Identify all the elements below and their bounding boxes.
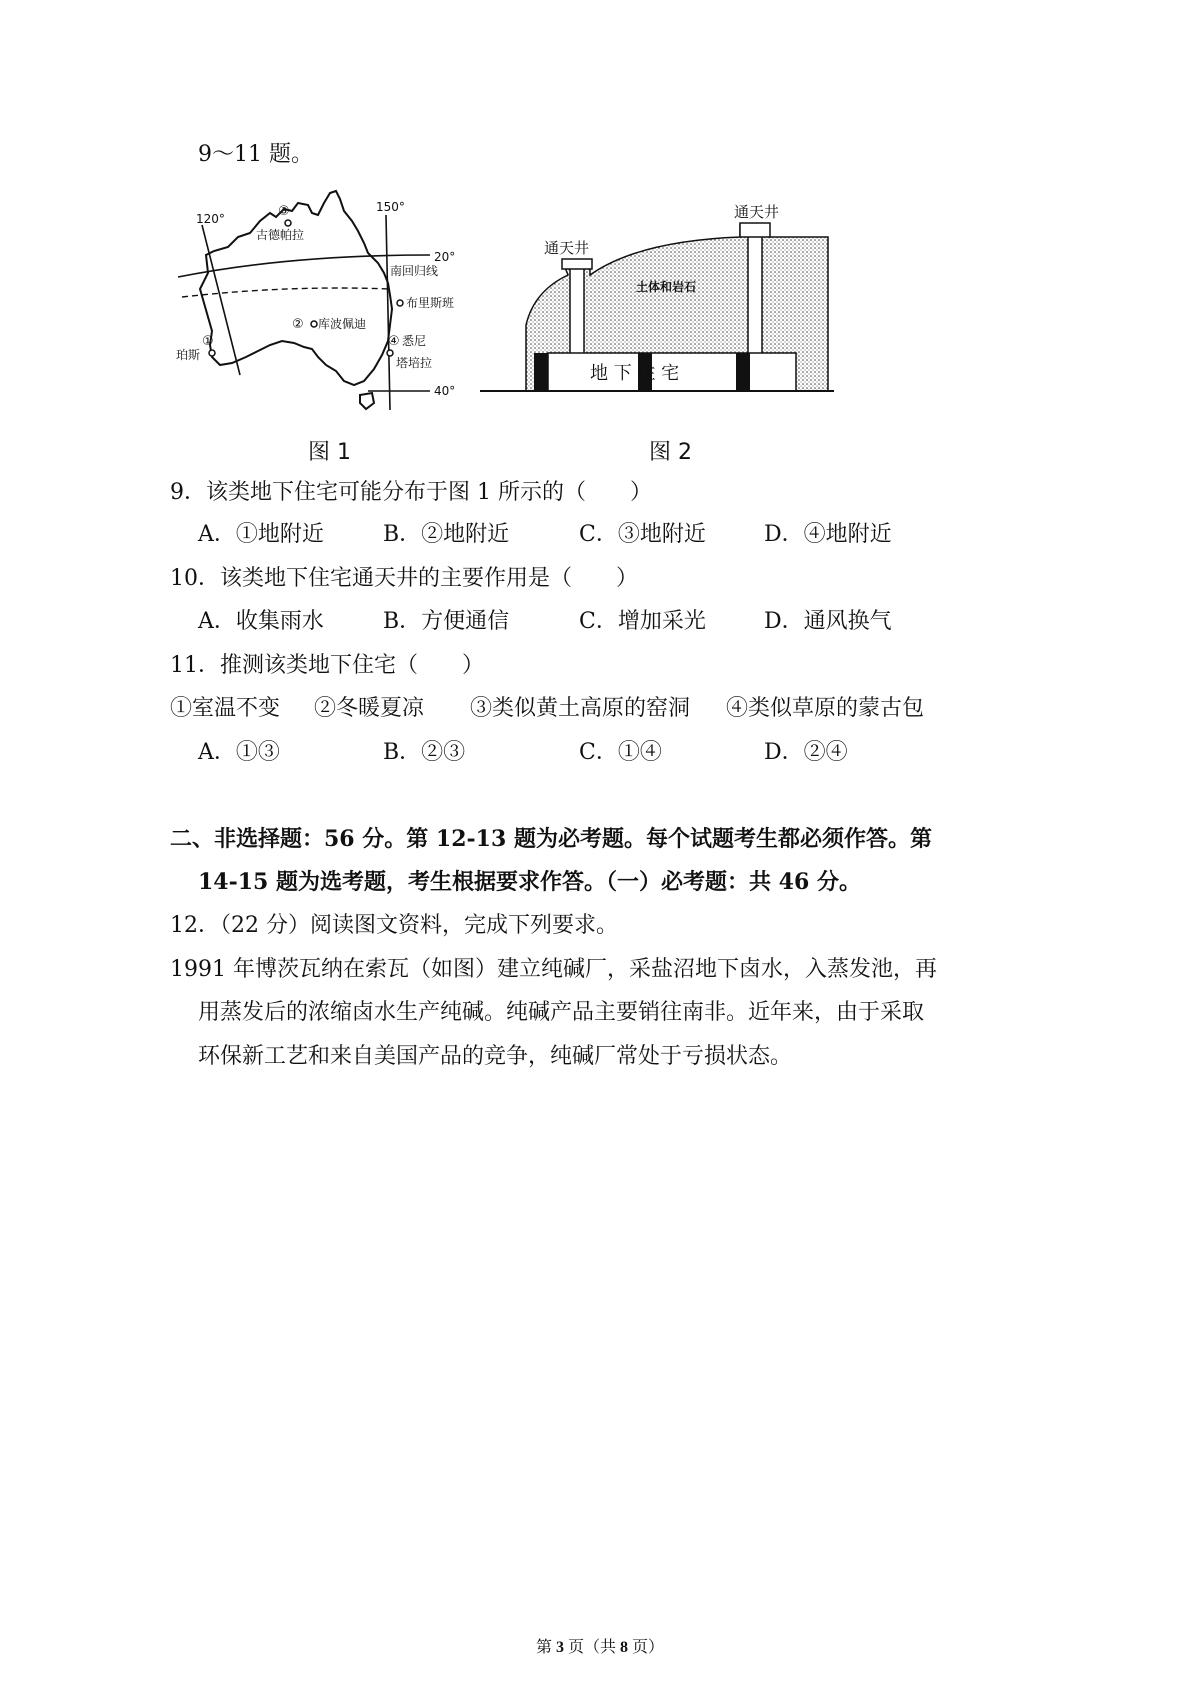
point-2 bbox=[311, 321, 317, 327]
point-4 bbox=[387, 350, 393, 356]
right-shaft-cap bbox=[740, 223, 770, 237]
city-perth-label: 珀斯 bbox=[176, 348, 201, 362]
q10-option-c: C．增加采光 bbox=[579, 609, 706, 634]
q11-statement-3: ③类似黄土高原的窑洞 bbox=[470, 696, 691, 721]
q9-option-b: B．②地附近 bbox=[383, 522, 510, 547]
soil-rock-label: 土体和岩石 bbox=[636, 280, 697, 294]
q11-statement-1: ①室温不变 bbox=[170, 696, 281, 721]
q12-paragraph-line2: 用蒸发后的浓缩卤水生产纯碱。纯碱产品主要销往南非。近年来，由于采取 bbox=[198, 1000, 925, 1025]
intro-text: 9～11 题。 bbox=[198, 142, 313, 167]
left-shaft bbox=[570, 265, 584, 357]
left-shaft-label: 通天井 bbox=[544, 239, 590, 257]
pillar-3 bbox=[736, 353, 750, 391]
q11-option-d: D．②④ bbox=[764, 740, 848, 765]
question-12-stem: 12．（22 分）阅读图文资料，完成下列要求。 bbox=[170, 913, 618, 938]
figure-2-caption: 图 2 bbox=[649, 440, 692, 465]
point-brisbane bbox=[397, 300, 403, 306]
city-darwin-label: 古德帕拉 bbox=[256, 228, 305, 242]
point-1 bbox=[209, 350, 215, 356]
marker-1: ① bbox=[202, 334, 214, 349]
dwelling-label: 地 下 住 宅 bbox=[590, 363, 680, 384]
lat-label-40: 40° bbox=[434, 384, 456, 398]
marker-4: ④ bbox=[388, 334, 400, 349]
page-footer bbox=[0, 1634, 1200, 1657]
lon-label-120: 120° bbox=[196, 212, 225, 226]
question-9-stem: 9．该类地下住宅可能分布于图 1 所示的（ ） bbox=[170, 480, 652, 505]
section-2-heading-line2: 14-15 题为选考题，考生根据要求作答。（一）必考题：共 46 分。 bbox=[198, 869, 861, 895]
figure-2-section bbox=[478, 195, 838, 405]
city-coober-label: 库波佩迪 bbox=[318, 317, 367, 331]
footer-prefix: 第 bbox=[535, 1639, 556, 1656]
q10-option-b: B．方便通信 bbox=[383, 609, 510, 634]
q9-option-d: D．④地附近 bbox=[764, 522, 892, 547]
q9-option-a: A．①地附近 bbox=[198, 522, 324, 547]
question-11-stem: 11．推测该类地下住宅（ ） bbox=[170, 653, 484, 678]
city-brisbane-label: 布里斯班 bbox=[406, 296, 455, 310]
q9-option-c: C．③地附近 bbox=[579, 522, 706, 547]
q11-statement-4: ④类似草原的蒙古包 bbox=[726, 696, 925, 721]
section-2-heading-line1: 二、非选择题：56 分。第 12-13 题为必考题。每个试题考生都必须作答。第 bbox=[170, 826, 932, 852]
q10-option-d: D．通风换气 bbox=[764, 609, 892, 634]
city-tamworth-label: 塔培拉 bbox=[396, 356, 433, 370]
q12-paragraph-line3: 环保新工艺和来自美国产品的竞争，纯碱厂常处于亏损状态。 bbox=[198, 1044, 793, 1069]
marker-2: ② bbox=[292, 317, 304, 332]
q10-option-a: A．收集雨水 bbox=[198, 609, 324, 634]
q11-option-c: C．①④ bbox=[579, 740, 662, 765]
q11-option-a: A．①③ bbox=[198, 740, 280, 765]
city-sydney-label: 悉尼 bbox=[402, 334, 427, 348]
tropic-label: 南回归线 bbox=[390, 264, 439, 278]
footer-page-number: 3 bbox=[555, 1639, 564, 1656]
lat-label-20: 20° bbox=[434, 250, 456, 264]
left-shaft-cap bbox=[562, 259, 592, 269]
figure-1-map bbox=[168, 185, 468, 415]
point-3 bbox=[285, 220, 291, 226]
right-shaft bbox=[748, 235, 762, 357]
lon-label-150: 150° bbox=[376, 200, 405, 214]
pillar-1 bbox=[534, 353, 548, 391]
q11-option-b: B．②③ bbox=[383, 740, 466, 765]
q11-statement-2: ②冬暖夏凉 bbox=[314, 696, 425, 721]
footer-suffix: 页） bbox=[628, 1639, 665, 1656]
tasmania-island bbox=[360, 393, 374, 409]
marker-3: ③ bbox=[278, 204, 290, 219]
q12-paragraph-line1: 1991 年博茨瓦纳在索瓦（如图）建立纯碱厂，采盐沼地下卤水，入蒸发池，再 bbox=[170, 957, 937, 982]
figure-1-caption: 图 1 bbox=[308, 440, 351, 465]
footer-middle: 页（共 bbox=[563, 1639, 620, 1656]
footer-total-pages: 8 bbox=[620, 1639, 628, 1656]
question-10-stem: 10．该类地下住宅通天井的主要作用是（ ） bbox=[170, 566, 638, 591]
right-shaft-label: 通天井 bbox=[734, 203, 780, 221]
